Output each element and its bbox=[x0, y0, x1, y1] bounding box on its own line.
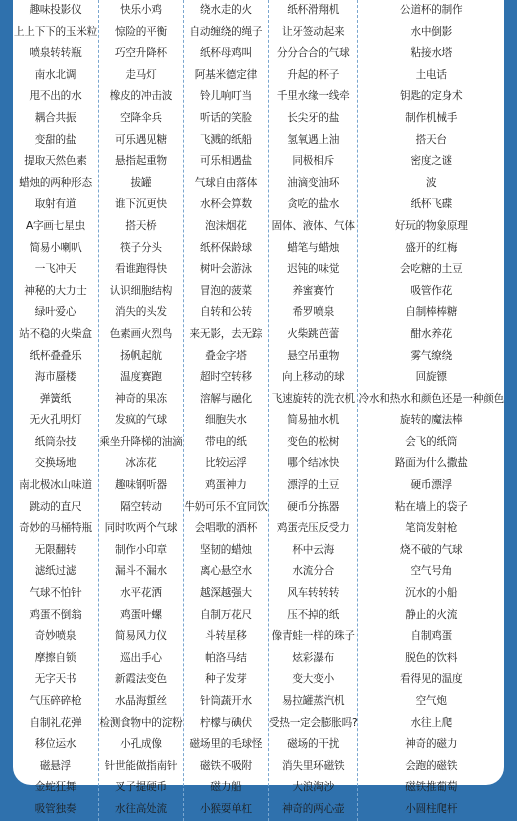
experiment-item: 蜡笔与蜡烛 bbox=[287, 241, 340, 254]
experiment-item: 硬币漂浮 bbox=[410, 479, 453, 492]
experiment-item: 检测食物中的淀粉 bbox=[99, 716, 183, 729]
experiment-column bbox=[357, 0, 504, 821]
experiment-item: 空降伞兵 bbox=[120, 111, 162, 124]
experiment-item: 铃儿响叮当 bbox=[199, 90, 252, 103]
experiment-item: 越深越强大 bbox=[199, 587, 252, 600]
experiment-item: 听话的笑脸 bbox=[199, 111, 252, 124]
experiment-item: 纸筒杂技 bbox=[34, 435, 77, 448]
experiment-item: 南北极冰山味道 bbox=[19, 479, 92, 492]
experiment-item: 巧空升降杯 bbox=[114, 47, 167, 60]
experiment-item: 谁下沉更快 bbox=[114, 198, 167, 211]
experiment-item: 让牙签动起来 bbox=[282, 25, 345, 38]
experiment-item: 发疯的气球 bbox=[114, 414, 167, 427]
experiment-item: 甩不出的水 bbox=[29, 90, 82, 103]
experiment-item: 变甜的盐 bbox=[34, 133, 77, 146]
experiment-grid bbox=[13, 0, 504, 821]
experiment-column bbox=[13, 0, 98, 821]
experiment-item: 快乐小鸡 bbox=[120, 4, 162, 16]
experiment-item: 筷子分头 bbox=[120, 241, 162, 254]
experiment-item: 好玩的物象原理 bbox=[394, 219, 468, 232]
experiment-item: 吸管独奏 bbox=[34, 802, 77, 815]
experiment-item: 磁悬浮 bbox=[39, 759, 72, 772]
experiment-item: 一飞冲天 bbox=[34, 263, 77, 276]
experiment-item: 钥匙的定身术 bbox=[400, 90, 463, 103]
experiment-item: 长尖牙的盐 bbox=[287, 111, 340, 124]
experiment-item: 千里水缘一线牵 bbox=[276, 90, 350, 103]
experiment-item: 叠金字塔 bbox=[205, 349, 247, 362]
experiment-item: 磁铁推葡萄 bbox=[405, 781, 458, 794]
experiment-item: 纸杯保龄球 bbox=[199, 241, 252, 254]
experiment-item: 树叶会游泳 bbox=[199, 263, 252, 276]
experiment-item: 希罗喷泉 bbox=[292, 306, 334, 319]
experiment-item: 乘坐升降梯的油滴 bbox=[99, 435, 183, 448]
experiment-column bbox=[183, 0, 268, 821]
experiment-item: 坚韧的蜡烛 bbox=[199, 543, 252, 556]
experiment-item: 迟钝的味觉 bbox=[287, 263, 340, 276]
experiment-item: 向上移动的球 bbox=[282, 371, 345, 384]
experiment-item: 酣水养花 bbox=[410, 327, 453, 340]
experiment-item: 喷泉转转瓶 bbox=[29, 47, 82, 60]
experiment-item: 路面为什么撒盐 bbox=[394, 457, 468, 470]
experiment-item: 同极相斥 bbox=[292, 155, 334, 168]
experiment-item: 自制棒棒糖 bbox=[405, 306, 458, 319]
experiment-item: 站不稳的火柴盒 bbox=[19, 327, 92, 340]
experiment-item: 水往上爬 bbox=[410, 716, 453, 729]
experiment-item: 隔空转动 bbox=[120, 500, 162, 513]
experiment-item: 神秘的大力士 bbox=[24, 284, 87, 297]
experiment-item: 水晶海蜇丝 bbox=[114, 695, 167, 707]
experiment-item: 漂浮的土豆 bbox=[287, 479, 340, 492]
experiment-item: 看谁跑得快 bbox=[114, 263, 167, 276]
experiment-item: 跳动的直尺 bbox=[29, 500, 82, 513]
experiment-item: 大浪淘沙 bbox=[292, 781, 334, 794]
experiment-item: 磁场的干扰 bbox=[287, 738, 340, 751]
experiment-item: 空气炮 bbox=[415, 695, 447, 707]
experiment-item: 粘接水塔 bbox=[410, 47, 453, 60]
experiment-item: 趣味投影仪 bbox=[29, 4, 82, 16]
experiment-item: 笔筒发射枪 bbox=[405, 522, 458, 535]
experiment-item: 搭天桥 bbox=[125, 219, 157, 232]
experiment-item: 牛奶可乐不宜同饮 bbox=[184, 500, 268, 513]
experiment-item: 新霞法变色 bbox=[114, 673, 167, 686]
experiment-item: 硬币分拣器 bbox=[287, 500, 340, 513]
experiment-item: 绿叶爱心 bbox=[34, 306, 77, 319]
experiment-item: 水中倒影 bbox=[410, 25, 453, 38]
experiment-item: 走马灯 bbox=[125, 68, 157, 81]
experiment-item: 波 bbox=[426, 176, 437, 189]
experiment-item: 公道杯的制作 bbox=[400, 4, 463, 16]
experiment-item: 消失里环磁铁 bbox=[282, 759, 345, 772]
experiment-item: 鸡蛋神力 bbox=[205, 479, 247, 492]
experiment-item: 细胞失水 bbox=[205, 414, 247, 427]
experiment-column bbox=[268, 0, 358, 821]
experiment-item: 搭天台 bbox=[415, 133, 447, 146]
experiment-item: 奇妙喷泉 bbox=[34, 630, 77, 643]
experiment-item: 神奇的磁力 bbox=[405, 738, 458, 751]
experiment-item: 奇妙的马桶特瓶 bbox=[19, 522, 92, 535]
experiment-item: 拔罐 bbox=[130, 176, 152, 189]
experiment-item: 风车转转转 bbox=[287, 587, 340, 600]
experiment-item: 蜡烛的两种形态 bbox=[19, 176, 92, 189]
experiment-item: 纸杯母鸡叫 bbox=[199, 47, 252, 60]
experiment-item: 气压碎碎枪 bbox=[29, 695, 82, 707]
experiment-item: 弹簧纸 bbox=[39, 392, 72, 405]
experiment-item: 无字天书 bbox=[34, 673, 77, 686]
experiment-item: 帕洛马结 bbox=[205, 651, 247, 664]
experiment-item: 炫彩瀑布 bbox=[292, 651, 334, 664]
experiment-item: 小圆柱爬杆 bbox=[405, 802, 458, 815]
experiment-item: 自制鸡蛋 bbox=[410, 630, 453, 643]
experiment-item: 上上下下的玉米粒 bbox=[13, 25, 98, 38]
experiment-item: 雾气缭绕 bbox=[410, 349, 453, 362]
experiment-item: 离心悬空水 bbox=[199, 565, 252, 578]
experiment-item: 简易小喇叭 bbox=[29, 241, 82, 254]
experiment-item: 针筒蔬开水 bbox=[199, 695, 252, 707]
experiment-item: 趣味钢听器 bbox=[114, 479, 167, 492]
experiment-item: 磁场里的毛球怪 bbox=[189, 738, 263, 751]
experiment-item: 旋转的魔法棒 bbox=[400, 414, 463, 427]
experiment-item: 分分合合的气球 bbox=[276, 47, 350, 60]
experiment-item: 种子发芽 bbox=[205, 673, 247, 686]
experiment-item: 冰冻花 bbox=[125, 457, 157, 470]
experiment-item: 氢氧遇上油 bbox=[287, 133, 340, 146]
experiment-item: 贪吃的盐水 bbox=[287, 198, 340, 211]
experiment-item: 橡皮的冲击波 bbox=[109, 90, 173, 103]
experiment-item: 磁力船 bbox=[210, 781, 242, 794]
experiment-item: 养蜜赛竹 bbox=[292, 284, 334, 297]
experiment-item: 会唱歌的酒杯 bbox=[194, 522, 258, 535]
experiment-item: 压不掉的纸 bbox=[287, 608, 340, 621]
experiment-item: 无限翻转 bbox=[34, 543, 77, 556]
experiment-item: 冷水和热水和颜色还是一种颜色 bbox=[358, 392, 504, 405]
experiment-item: 水杯会算数 bbox=[199, 198, 252, 211]
experiment-item: 简易风力仪 bbox=[114, 630, 167, 643]
experiment-item: 烧不破的气球 bbox=[400, 543, 463, 556]
experiment-item: 冒泡的菠菜 bbox=[199, 284, 252, 297]
experiment-item: 温度赛跑 bbox=[120, 371, 162, 384]
experiment-item: 空气号角 bbox=[410, 565, 453, 578]
experiment-item: 纸杯飞碟 bbox=[410, 198, 453, 211]
experiment-item: 鸡蛋不倒翁 bbox=[29, 608, 82, 621]
experiment-item: 绕水走的火 bbox=[199, 4, 252, 16]
experiment-item: 可乐相遇盐 bbox=[199, 155, 252, 168]
experiment-item: 耦合共振 bbox=[34, 111, 77, 124]
experiment-item: 水往高处流 bbox=[114, 802, 167, 815]
experiment-item: 斗转星移 bbox=[205, 630, 247, 643]
experiment-item: 神奇的两心壶 bbox=[282, 802, 345, 815]
experiment-item: 带电的纸 bbox=[205, 435, 247, 448]
experiment-item: 油滴变油环 bbox=[287, 176, 340, 189]
experiment-item: 悬空吊重物 bbox=[287, 349, 340, 362]
experiment-item: 脱色的饮料 bbox=[405, 651, 458, 664]
experiment-item: 制作机械手 bbox=[405, 111, 458, 124]
experiment-item: 吸管作花 bbox=[410, 284, 453, 297]
experiment-item: 提取天然色素 bbox=[24, 155, 87, 168]
experiment-item: 神奇的果冻 bbox=[114, 392, 167, 405]
experiment-item: 阿基米德定律 bbox=[194, 68, 258, 81]
experiment-item: 制作小印章 bbox=[114, 543, 167, 556]
experiment-item: 简易抽水机 bbox=[287, 414, 340, 427]
experiment-item: 无火孔明灯 bbox=[29, 414, 82, 427]
experiment-item: 悬指起重物 bbox=[114, 155, 167, 168]
experiment-item: 柠檬与碘伏 bbox=[199, 716, 252, 729]
experiment-item: 同时吹两个气球 bbox=[104, 522, 178, 535]
experiment-item: 巡出手心 bbox=[120, 651, 162, 664]
experiment-item: 交换场地 bbox=[34, 457, 77, 470]
experiment-column bbox=[98, 0, 183, 821]
experiment-item: 变大变小 bbox=[292, 673, 334, 686]
experiment-item: 气球不怕针 bbox=[29, 587, 82, 600]
experiment-item: 小猴耍单杠 bbox=[199, 802, 252, 815]
experiment-item: 海市蜃楼 bbox=[34, 371, 77, 384]
experiment-item: 取射有道 bbox=[34, 198, 77, 211]
experiment-item: 水流分合 bbox=[292, 565, 334, 578]
experiment-item: 受热一定会膨胀吗? bbox=[268, 716, 358, 729]
experiment-list-panel bbox=[13, 0, 504, 815]
experiment-item: 比较运浮 bbox=[205, 457, 247, 470]
experiment-item: 土电话 bbox=[415, 68, 447, 81]
experiment-item: 易拉罐蒸汽机 bbox=[282, 695, 345, 707]
experiment-item: 超时空转移 bbox=[199, 371, 252, 384]
experiment-item: 惊险的平衡 bbox=[114, 25, 167, 38]
experiment-item: 溶解与融化 bbox=[199, 392, 252, 405]
experiment-item: 纸杯滑翔机 bbox=[287, 4, 340, 16]
experiment-item: 看得见的温度 bbox=[400, 673, 463, 686]
experiment-item: 杯中云海 bbox=[292, 543, 334, 556]
experiment-item: A字画七星虫 bbox=[25, 219, 85, 232]
experiment-item: 移位运水 bbox=[34, 738, 77, 751]
experiment-item: 可乐遇见糖 bbox=[114, 133, 167, 146]
experiment-item: 静止的火流 bbox=[405, 608, 458, 621]
experiment-item: 火柴跳芭蕾 bbox=[287, 327, 340, 340]
experiment-item: 沉水的小船 bbox=[405, 587, 458, 600]
experiment-item: 变色的松树 bbox=[287, 435, 340, 448]
experiment-item: 盛开的红梅 bbox=[405, 241, 458, 254]
experiment-item: 固体、液体、气体 bbox=[271, 219, 355, 232]
experiment-item: 磁铁不吸附 bbox=[199, 759, 252, 772]
experiment-item: 会吃糖的土豆 bbox=[400, 263, 463, 276]
experiment-item: 会飞的纸筒 bbox=[405, 435, 458, 448]
experiment-item: 鸡蛋壳压反受力 bbox=[276, 522, 350, 535]
experiment-item: 漏斗不漏水 bbox=[114, 565, 167, 578]
experiment-item: 滤纸过滤 bbox=[34, 565, 77, 578]
experiment-item: 升起的杯子 bbox=[287, 68, 340, 81]
experiment-item: 自转和公转 bbox=[199, 306, 252, 319]
experiment-item: 密度之谜 bbox=[410, 155, 453, 168]
experiment-item: 自制礼花弹 bbox=[29, 716, 82, 729]
experiment-item: 水平花洒 bbox=[120, 587, 162, 600]
experiment-item: 针世能做指南针 bbox=[104, 759, 178, 772]
experiment-item: 色素画火烈鸟 bbox=[109, 327, 173, 340]
experiment-item: 纸杯叠叠乐 bbox=[29, 349, 82, 362]
experiment-item: 飞速旋转的洗衣机 bbox=[271, 392, 355, 405]
experiment-item: 哪个结冰快 bbox=[287, 457, 340, 470]
experiment-item: 叉子提硬币 bbox=[114, 781, 167, 794]
experiment-item: 飞溅的纸船 bbox=[199, 133, 252, 146]
experiment-item: 小孔成像 bbox=[120, 738, 162, 751]
experiment-item: 南水北调 bbox=[34, 68, 77, 81]
experiment-item: 金蛇狂舞 bbox=[34, 781, 77, 794]
experiment-item: 认识细胞结构 bbox=[109, 284, 173, 297]
experiment-item: 扬帆起航 bbox=[120, 349, 162, 362]
experiment-item: 来无影，去无踪 bbox=[189, 327, 263, 340]
experiment-item: 消失的头发 bbox=[114, 306, 167, 319]
experiment-item: 鸡蛋叶螺 bbox=[120, 608, 162, 621]
experiment-item: 自动缠绕的绳子 bbox=[189, 25, 263, 38]
experiment-item: 回旋镖 bbox=[415, 371, 447, 384]
experiment-item: 像青蛙一样的珠子 bbox=[271, 630, 355, 643]
experiment-item: 粘在墙上的袋子 bbox=[394, 500, 468, 513]
experiment-item: 自制万花尺 bbox=[199, 608, 252, 621]
experiment-item: 泡沫烟花 bbox=[205, 219, 247, 232]
experiment-item: 气球自由落体 bbox=[194, 176, 258, 189]
experiment-item: 摩擦自锁 bbox=[34, 651, 77, 664]
experiment-item: 会跑的磁铁 bbox=[405, 759, 458, 772]
